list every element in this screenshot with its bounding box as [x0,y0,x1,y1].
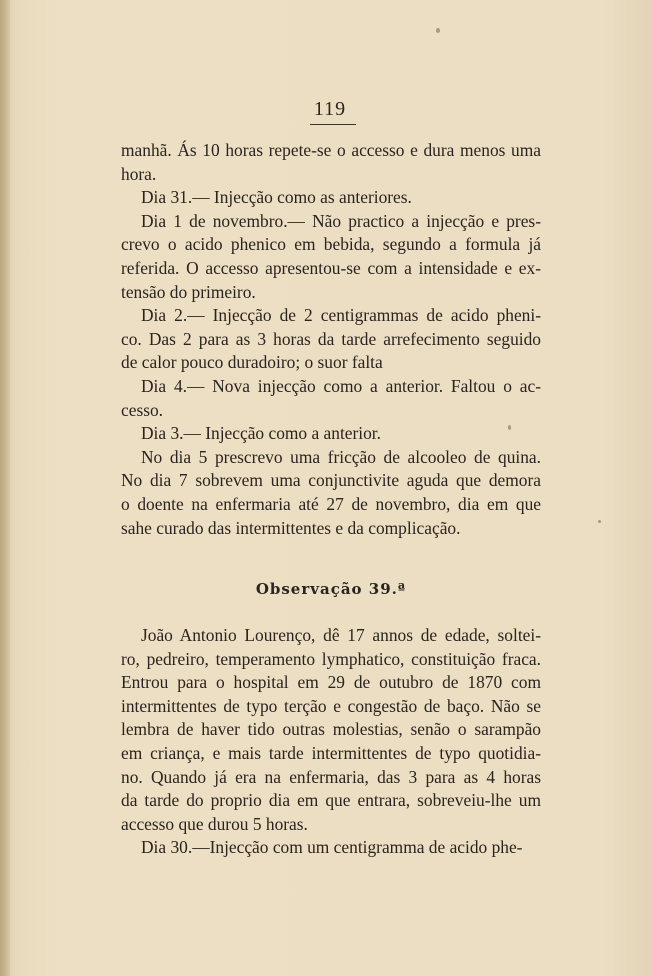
text-line: Dia 1 de novembro.— Não practico a injecção e pres- [141,210,541,231]
text-line: Dia 2.— Injecção de 2 centigrammas de acido pheni- [141,305,541,326]
page-gutter [0,0,10,976]
text-line: accesso que durou 5 horas. [121,813,308,834]
text-line: o doente na enfermaria até 27 de novembro, dia em que [121,493,541,514]
text-line: Dia 30.—Injecção com um centigramma de acido phe- [141,837,523,858]
paper-speck [508,425,511,430]
text-line: intermittentes de typo terção e congestão de baço. Não se [121,695,541,716]
text-line: cesso. [121,399,164,420]
text-line: da tarde do proprio dia em que entrara, sobreveiu-lhe um [121,790,541,811]
text-line: referida. O accesso apresentou-se com a intensidade e ex- [121,257,541,278]
body-text-top [121,139,541,540]
text-line: hora. [121,163,157,184]
text-line: Dia 3.— Injecção como a anterior. [141,423,381,444]
text-line: tensão do primeiro. [121,281,256,302]
text-line: crevo o acido phenico em bebida, segundo a formula já [121,234,541,255]
text-line: de calor pouco duradoiro; o suor falta [121,352,383,373]
text-line: manhã. Ás 10 horas repete-se o accesso e dura menos uma [121,140,541,160]
text-line: Dia 31.— Injecção como as anteriores. [141,187,412,208]
text-line: Dia 4.— Nova injecção como a anterior. Faltou o ac- [141,375,541,396]
text-line: sahe curado das intermittentes e da complicação. [121,517,461,538]
paper-speck [598,520,601,523]
page-number: 119 [313,98,347,120]
text-line: co. Das 2 para as 3 horas da tarde arrefecimento seguido [121,328,541,349]
text-line: Entrou para o hospital em 29 de outubro de 1870 com [121,672,541,693]
text-line: no. Quando já era na enfermaria, das 3 para as 4 horas [121,766,541,787]
text-line: em criança, e mais tarde intermittentes de typo quotidia- [121,742,541,763]
text-line: lembra de haver tido outras molestias, senão o sarampão [121,719,541,740]
text-line: No dia 5 prescrevo uma fricção de alcooleo de quina. [141,446,541,467]
text-line: No dia 7 sobrevem uma conjunctivite aguda que demora [121,470,541,491]
section-heading: Observação 39.ª [255,580,407,598]
text-line: João Antonio Lourenço, dê 17 annos de edade, soltei- [141,625,541,645]
body-text-bottom [121,624,541,860]
page-number-rule [310,124,356,125]
text-line: ro, pedreiro, temperamento lymphatico, constituição fraca. [121,648,541,669]
paper-speck [436,28,440,33]
